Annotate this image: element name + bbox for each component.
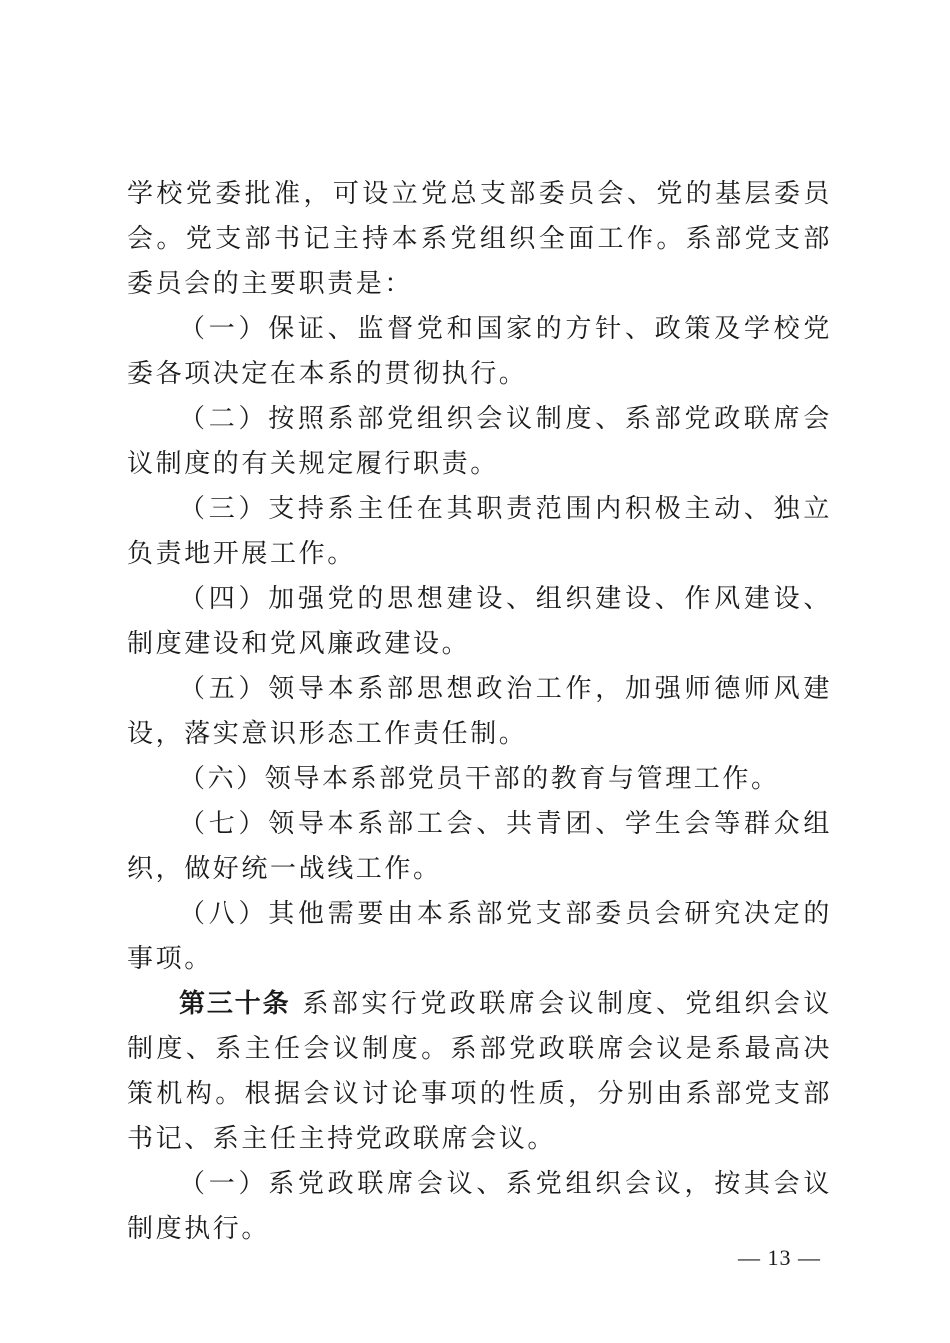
paragraph-text: （一）保证、监督党和国家的方针、政策及学校党委各项决定在本系的贯彻执行。 <box>127 314 832 389</box>
paragraph-continuation <box>127 172 832 307</box>
page-number: — 13 — <box>738 1245 821 1270</box>
list-item-8 <box>127 892 832 982</box>
list-item-6 <box>127 757 832 802</box>
list-item-5 <box>127 667 832 757</box>
paragraph-text: （二）按照系部党组织会议制度、系部党政联席会议制度的有关规定履行职责。 <box>127 404 832 479</box>
body-text <box>127 172 832 1252</box>
list-item-2 <box>127 397 832 487</box>
paragraph-text: （五）领导本系部思想政治工作，加强师德师风建设，落实意识形态工作责任制。 <box>127 674 832 749</box>
list-item-4 <box>127 577 832 667</box>
list-item-1 <box>127 307 832 397</box>
paragraph-text: （八）其他需要由本系部党支部委员会研究决定的事项。 <box>127 899 832 974</box>
list-item-3 <box>127 487 832 577</box>
paragraph-text: （四）加强党的思想建设、组织建设、作风建设、制度建设和党风廉政建设。 <box>127 584 832 659</box>
article-heading: 第三十条 <box>179 989 291 1019</box>
paragraph-text: 学校党委批准，可设立党总支部委员会、党的基层委员会。党支部书记主持本系党组织全面工作。系部党支部委员会的主要职责是： <box>127 179 832 299</box>
paragraph-text: （一）系党政联席会议、系党组织会议，按其会议制度执行。 <box>127 1169 832 1244</box>
article-30 <box>127 982 832 1162</box>
list-item-1-article-30 <box>127 1162 832 1252</box>
paragraph-text: （七）领导本系部工会、共青团、学生会等群众组织，做好统一战线工作。 <box>127 809 832 884</box>
paragraph-text: 系部实行党政联席会议制度、党组织会议制度、系主任会议制度。系部党政联席会议是系最高决策机构。根据会议讨论事项的性质，分别由系部党支部书记、系主任主持党政联席会议。 <box>127 989 832 1154</box>
list-item-7 <box>127 802 832 892</box>
paragraph-text: （六）领导本系部党员干部的教育与管理工作。 <box>179 764 780 794</box>
paragraph-text: （三）支持系主任在其职责范围内积极主动、独立负责地开展工作。 <box>127 494 832 569</box>
